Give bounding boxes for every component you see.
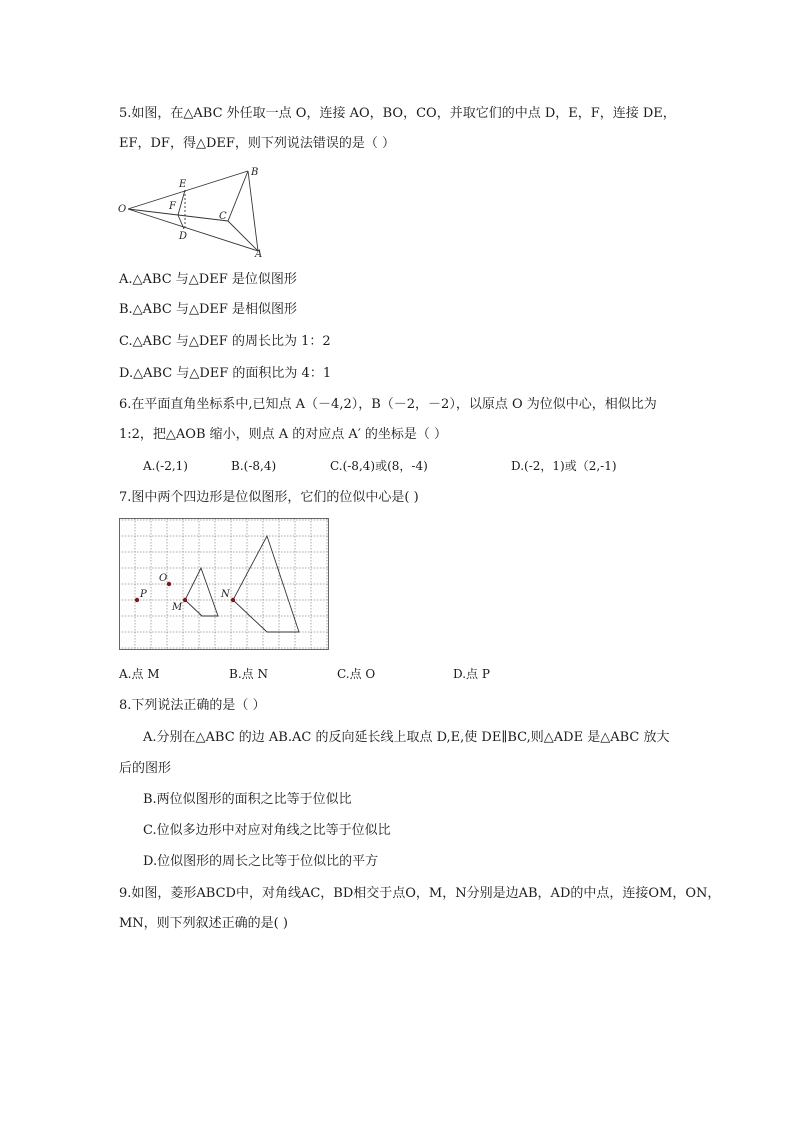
q7-grid-figure bbox=[119, 518, 329, 650]
label-P: P bbox=[140, 589, 147, 600]
label-A: A bbox=[255, 249, 263, 259]
segment-EF bbox=[178, 190, 185, 215]
q8-option-b: B.两位似图形的面积之比等于位似比 bbox=[143, 792, 352, 807]
label-O: O bbox=[159, 573, 168, 584]
label-M: M bbox=[172, 602, 183, 613]
label-C: C bbox=[219, 211, 227, 222]
point-P bbox=[135, 598, 139, 602]
label-B: B bbox=[251, 167, 259, 178]
small-quadrilateral bbox=[185, 568, 218, 616]
q6-stem-line1: 6.在平面直角坐标系中,已知点 A（－4,2），B（－2，－2），以原点 O 为位似中心，相似比为 bbox=[119, 397, 657, 412]
q6-option-a: A.(-2,1) bbox=[143, 459, 188, 473]
q5-stem-line2: EF，DF，得△DEF，则下列说法错误的是（ ） bbox=[119, 136, 396, 151]
q7-option-d: D.点 P bbox=[453, 667, 490, 681]
q8-option-d: D.位似图形的周长之比等于位似比的平方 bbox=[143, 854, 379, 869]
label-D: D bbox=[179, 231, 188, 242]
q6-option-d: D.(-2，1)或（2,-1) bbox=[511, 459, 617, 473]
q7-option-b: B.点 N bbox=[229, 667, 268, 681]
q8-option-a-line2: 后的图形 bbox=[119, 761, 172, 776]
label-N: N bbox=[221, 589, 230, 600]
q8-stem: 8.下列说法正确的是（ ） bbox=[119, 698, 266, 713]
q9-stem-line1: 9.如图，菱形ABCD中，对角线AC，BD相交于点O，M，N分别是边AB，AD的中点，连接OM，ON， bbox=[119, 886, 721, 901]
q8-option-a-line1: A.分别在△ABC 的边 AB.AC 的反向延长线上取点 D,E,使 DE∥BC,则△ADE 是△ABC 放大 bbox=[143, 730, 670, 745]
point-M bbox=[183, 598, 187, 602]
q6-stem-line2: 1:2，把△AOB 缩小，则点 A 的对应点 A′ 的坐标是（ ） bbox=[119, 427, 448, 442]
q8-option-c: C.位似多边形中对应对角线之比等于位似比 bbox=[143, 823, 391, 838]
q7-option-c: C.点 O bbox=[337, 667, 376, 681]
q5-triangle-figure bbox=[116, 163, 266, 259]
point-O bbox=[167, 582, 171, 586]
label-O: O bbox=[118, 204, 127, 215]
point-N bbox=[231, 598, 235, 602]
q5-option-a: A.△ABC 与△DEF 是位似图形 bbox=[119, 272, 297, 287]
q7-option-a: A.点 M bbox=[119, 667, 160, 681]
segment-OB bbox=[128, 171, 248, 209]
q7-stem: 7.图中两个四边形是位似图形，它们的位似中心是( ) bbox=[119, 490, 419, 505]
segment-FD bbox=[178, 215, 184, 229]
q5-option-c: C.△ABC 与△DEF 的周长比为 1：2 bbox=[119, 334, 331, 349]
label-F: F bbox=[169, 201, 176, 212]
segment-OA bbox=[128, 209, 258, 251]
q6-option-b: B.(-8,4) bbox=[231, 459, 277, 473]
segment-BA bbox=[248, 171, 258, 251]
q9-stem-line2: MN，则下列叙述正确的是( ) bbox=[119, 916, 288, 931]
q5-stem-line1: 5.如图，在△ABC 外任取一点 O，连接 AO，BO，CO，并取它们的中点 D，E，F，连接 DE， bbox=[119, 106, 676, 121]
q5-option-d: D.△ABC 与△DEF 的面积比为 4：1 bbox=[119, 366, 332, 381]
label-E: E bbox=[179, 179, 187, 190]
segment-BC bbox=[228, 171, 248, 221]
q5-option-b: B.△ABC 与△DEF 是相似图形 bbox=[119, 302, 298, 317]
q6-option-c: C.(-8,4)或(8，-4) bbox=[330, 459, 428, 473]
